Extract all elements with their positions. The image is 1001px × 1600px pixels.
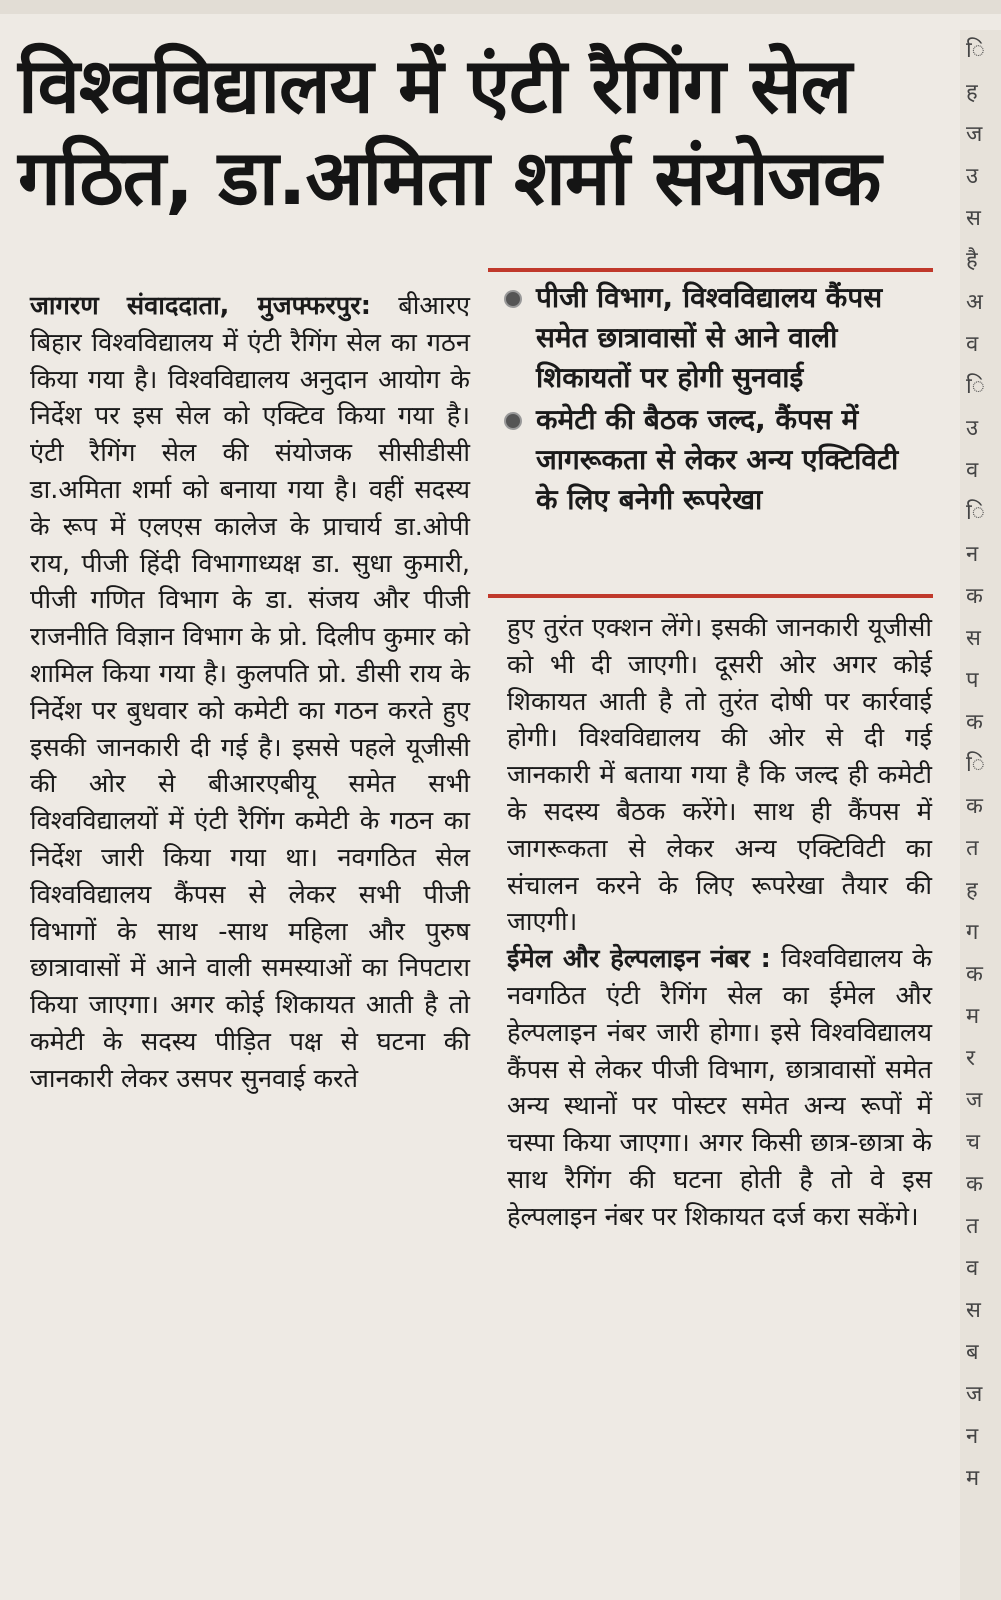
article-paragraph xyxy=(507,941,932,1235)
fragment-glyph: म xyxy=(966,1004,980,1029)
fragment-glyph: र xyxy=(966,1046,975,1071)
article-paragraph xyxy=(30,288,470,1098)
fragment-glyph: क xyxy=(966,962,983,987)
fragment-glyph: उ xyxy=(966,416,979,441)
fragment-glyph: न xyxy=(966,1424,979,1449)
fragment-glyph: क xyxy=(966,794,983,819)
fragment-glyph: ि xyxy=(966,500,985,525)
fragment-glyph: ि xyxy=(966,752,985,777)
highlight-item xyxy=(498,400,928,520)
fragment-glyph: ज xyxy=(966,1382,983,1407)
article-text: हुए तुरंत एक्शन लेंगे। इसकी जानकारी यूजीसी को भी दी जाएगी। दूसरी ओर अगर कोई शिकायत आती है तो तुरंत दोषी पर कार्रवाई होगी। विश्वविद्यालय की ओर से दी गई जानकारी में बताया गया है कि जल्द ही कमेटी के सदस्य बैठक करेंगे। साथ ही कैंपस में जागरूकता से लेकर अन्य एक्टिविटी का संचालन करने के लिए रूपरेखा तैयार की जाएगी। xyxy=(507,613,932,938)
highlights-box xyxy=(498,278,928,522)
fragment-glyph: त xyxy=(966,1214,979,1239)
subheading: ईमेल और हेल्पलाइन नंबर : xyxy=(507,944,771,975)
fragment-glyph: क xyxy=(966,710,983,735)
article-column-left xyxy=(30,288,470,1098)
dateline: जागरण संवाददाता, मुजफ्फरपुर: xyxy=(30,291,371,321)
article-text: बीआरए बिहार विश्वविद्यालय में एंटी रैगिंग सेल का गठन किया गया है। विश्वविद्यालय अनुदान आयोग के निर्देश पर इस सेल को एक्टिव किया गया है। एंटी रैगिंग सेल की संयोजक सीसीडीसी डा.अमिता शर्मा को बनाया गया है। वहीं सदस्य के रूप में एलएस कालेज के प्राचार्य डा.ओपी राय, पीजी हिंदी विभागाध्यक्ष डा. सुधा कुमारी, पीजी गणित विभाग के डा. संजय और पीजी राजनीति विज्ञान विभाग के प्रो. दिलीप कुमार को शामिल किया गया है। कुलपति प्रो. डीसी राय के निर्देश पर बुधवार को कमेटी का गठन करते हुए इसकी जानकारी दी गई है। इससे पहले यूजीसी की ओर से बीआरएबीयू समेत सभी विश्वविद्यालयों में एंटी रैगिंग कमेटी के गठन का निर्देश जारी किया गया था। नवगठित सेल विश्वविद्यालय कैंपस से लेकर सभी पीजी विभागों के साथ -साथ महिला और पुरुष छात्रावासों में आने वाली समस्याओं का निपटारा किया जाएगा। अगर कोई शिकायत आती है तो कमेटी के सदस्य पीड़ित पक्ष से घटना की जानकारी लेकर उसपर सुनवाई करते xyxy=(30,291,470,1094)
fragment-glyph: ज xyxy=(966,122,983,147)
fragment-glyph: ह xyxy=(966,80,978,105)
page-top-edge xyxy=(0,0,1001,14)
fragment-glyph: म xyxy=(966,1466,980,1491)
bullet-icon xyxy=(504,290,522,308)
highlight-text: पीजी विभाग, विश्वविद्यालय कैंपस समेत छात्रावासों से आने वाली शिकायतों पर होगी सुनवाई xyxy=(536,281,883,394)
fragment-glyph: व xyxy=(966,332,979,357)
highlight-text: कमेटी की बैठक जल्द, कैंपस में जागरूकता से लेकर अन्य एक्टिविटी के लिए बनेगी रूपरेखा xyxy=(536,403,899,516)
fragment-glyph: क xyxy=(966,584,983,609)
fragment-glyph: अ xyxy=(966,290,983,315)
fragment-glyph: क xyxy=(966,1172,983,1197)
fragment-glyph: स xyxy=(966,1298,981,1323)
fragment-glyph: स xyxy=(966,626,981,651)
fragment-glyph: त xyxy=(966,836,979,861)
fragment-glyph: व xyxy=(966,458,979,483)
fragment-glyph: ि xyxy=(966,374,985,399)
fragment-glyph: व xyxy=(966,1256,979,1281)
fragment-glyph: ग xyxy=(966,920,979,945)
headline: विश्वविद्यालय में एंटी रैगिंग सेल गठित, डा.अमिता शर्मा संयोजक xyxy=(18,41,881,222)
highlight-rule-bottom xyxy=(488,594,933,598)
bullet-icon xyxy=(504,412,522,430)
fragment-glyph: च xyxy=(966,1130,980,1155)
fragment-glyph: ज xyxy=(966,1088,983,1113)
fragment-glyph: ह xyxy=(966,878,978,903)
fragment-glyph: है xyxy=(966,248,978,273)
highlight-rule-top xyxy=(488,268,933,272)
article-column-right xyxy=(507,610,932,1236)
highlight-item xyxy=(498,278,928,398)
fragment-glyph: स xyxy=(966,206,981,231)
fragment-glyph: ब xyxy=(966,1340,979,1365)
fragment-glyph: न xyxy=(966,542,979,567)
article-text: विश्वविद्यालय के नवगठित एंटी रैगिंग सेल का ईमेल और हेल्पलाइन नंबर जारी होगा। इसे विश्वविद्यालय कैंपस से लेकर पीजी विभाग, छात्रावासों समेत अन्य स्थानों पर पोस्टर समेत अन्य रूपों में चस्पा किया जाएगा। अगर किसी छात्र-छात्रा के साथ रैगिंग की घटना होती है तो वे इस हेल्पलाइन नंबर पर शिकायत दर्ज करा सकेंगे। xyxy=(507,944,932,1232)
adjacent-article-fragment xyxy=(960,30,1001,1600)
fragment-glyph: उ xyxy=(966,164,979,189)
fragment-glyph: प xyxy=(966,668,979,693)
fragment-glyph: ि xyxy=(966,38,985,63)
